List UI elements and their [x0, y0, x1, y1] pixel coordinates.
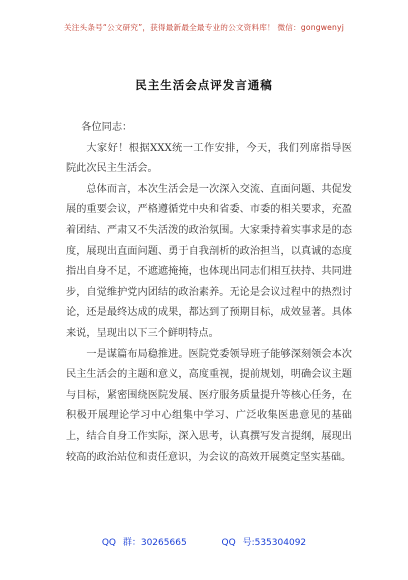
footer-qq-number: QQ 号:535304092	[221, 538, 307, 548]
body-paragraph-3: 一是谋篇布局稳推进。医院党委领导班子能够深刻领会本次民主生活会的主题和意义，高度重视，提前规划，明确会议主题与目标，紧密围绕医院发展、医疗服务质量提升等核心任务，在积极开展理论学习中心组集中学习、广泛收集医患意见的基础上，结合自身工作实际，深入思考，认真撰写发言提纲，展现出较高的政治站位和责任意识，为会议的高效开展奠定坚实基础。	[66, 348, 352, 463]
salutation: 各位同志：	[81, 122, 133, 133]
header-promo-note: 关注头条号“公文研究”，获得最新最全最专业的公文资料库！ 微信：gongwenyj	[63, 23, 345, 32]
document-body	[66, 118, 352, 468]
body-paragraph-1: 大家好！根据XXX统一工作安排，今天，我们列席指导医院此次民主生活会。	[66, 142, 352, 175]
body-paragraph-2: 总体而言，本次生活会是一次深入交流、直面问题、共促发展的重要会议，严格遵循党中央和省委、市委的相关要求，充盈着团结、严肃又不失活泼的政治氛围。大家秉持着实事求是的态度，展现出直面问题、勇于自我剖析的政治担当，以真诚的态度指出自身不足，不遮遮掩掩，也体现出同志们相互扶持、共同进步，自觉维护党内团结的政治素养。无论是会议过程中的热烈讨论，还是最终达成的成果，都达到了预期目标，成效显著。具体来说，呈现出以下三个鲜明特点。	[66, 183, 352, 339]
document-title: 民主生活会点评发言通稿	[135, 78, 273, 92]
footer-qq-group: QQ 群：30265665	[101, 538, 187, 548]
footer-contact	[0, 535, 408, 548]
